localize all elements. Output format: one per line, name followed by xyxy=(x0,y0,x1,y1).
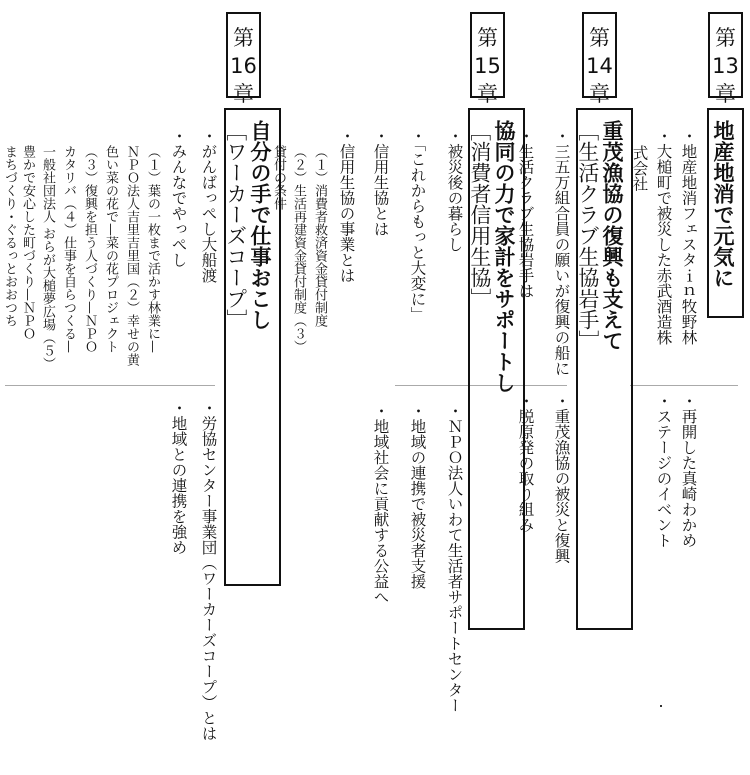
chapter-14-item: ・生活クラブ生協岩手は xyxy=(516,128,535,299)
chapter-16-item: ・がんばっぺし大船渡 xyxy=(199,128,218,283)
chapter-16-title: 自分の手で仕事おこし ［ワーカーズコープ］ xyxy=(224,108,281,586)
chapter-15-item: 貸付の条件 xyxy=(271,145,286,210)
chapter-16-item: ・労協センター事業団（ワーカーズコープ）とは xyxy=(199,400,218,741)
chapter-16-item: ・地域との連携を強め xyxy=(169,400,188,555)
separator-line xyxy=(630,385,738,386)
chapter-16-item: （１）葉の一枚まで活かす林業に— xyxy=(145,145,160,353)
chapter-16-item: まちづくり・ぐるっとおおつち xyxy=(2,145,17,327)
chapter-15-item: ・「これからもっと大変に」 xyxy=(408,128,427,322)
chapter-13-item: ・大槌町で被災した赤武酒造株 xyxy=(654,128,673,345)
chapter-15-item: ・地域社会に貢献する公益へ xyxy=(371,403,390,605)
chapter-16-item: 色い菜の花で—菜の花プロジェクト xyxy=(103,145,118,353)
chapter-13-item: ・再開した真崎わかめ xyxy=(679,393,698,548)
chapter-14-item: ・重茂漁協の被災と復興 xyxy=(552,393,571,564)
chapter-15-item: （２）生活再建資金貸付制度（３） xyxy=(291,145,306,353)
chapter-15-item: ・信用生協とは xyxy=(371,128,390,237)
chapter-15-item: ・被災後の暮らし xyxy=(445,128,464,252)
chapter-13-title: 地産地消で元気に xyxy=(707,108,744,318)
chapter-14-title: 重茂漁協の復興も支えて ［生活クラブ生協岩手］ xyxy=(576,108,633,630)
chapter-16-item: 豊かで安心した町づくり—ＮＰＯ xyxy=(20,145,35,340)
chapter-16-item: （３）復興を担う人づくり—ＮＰＯ xyxy=(82,145,97,353)
chapter-16-item: カタリバ（４）仕事を自らつくる— xyxy=(61,145,76,353)
separator-line xyxy=(5,385,215,386)
chapter-16-heading: 第 16 章 xyxy=(226,12,261,98)
chapter-15-title: 協同の力で家計をサポートし ［消費者信用生協］ xyxy=(468,108,525,630)
chapter-14-item: ・三五万組合員の願いが復興の船に xyxy=(552,128,571,376)
chapter-15-item: ・地域の連携で被災者支援 xyxy=(408,403,427,589)
chapter-13-item: ・地産地消フェスタｉｎ牧野林 xyxy=(679,128,698,345)
chapter-15-heading: 第 15 章 xyxy=(470,12,505,98)
chapter-13-heading: 第 13 章 xyxy=(708,12,743,98)
chapter-14-item: ・脱原発の取り組み xyxy=(516,393,535,533)
chapter-16-item: 一般社団法人 おらが大槌夢広場（５） xyxy=(40,145,55,371)
chapter-13-item: ・ステージのイベント xyxy=(654,393,673,548)
chapter-13-item: 式会社 xyxy=(630,145,649,192)
chapter-15-item: ・ＮＰＯ法人いわて生活者サポートセンター xyxy=(445,403,464,713)
chapter-14-heading: 第 14 章 xyxy=(582,12,617,98)
chapter-16-item: ＮＰＯ法人吉里吉里国（２）幸せの黄 xyxy=(124,145,139,366)
chapter-16-item: ・みんなでやっぺし xyxy=(169,128,188,268)
chapter-15-item: （１）消費者救済資金貸付制度 xyxy=(312,145,327,327)
stray-dot xyxy=(660,705,662,707)
chapter-15-item: ・信用生協の事業とは xyxy=(337,128,356,283)
